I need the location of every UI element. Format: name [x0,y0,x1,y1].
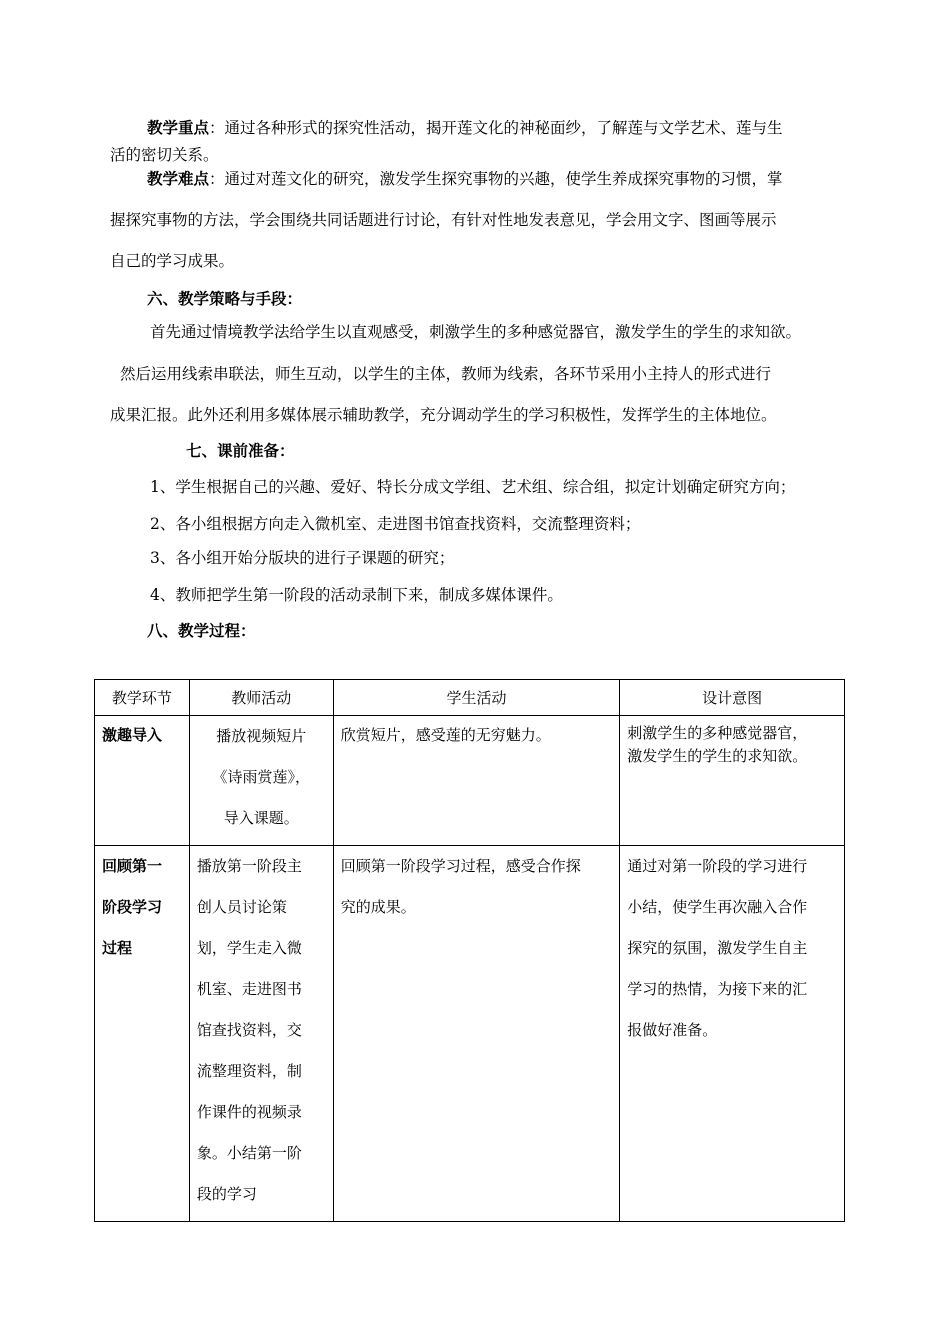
row2-student-line: 究的成果。 [340,898,416,916]
table-row [95,716,845,846]
row1-intent-line: 激发学生的学生的求知欲。 [627,747,808,765]
row1-stage: 激趣导入 [102,726,163,744]
row2-intent-line: 通过对第一阶段的学习进行 [627,857,808,875]
prep-item-3: 3、各小组开始分版块的进行子课题的研究； [150,549,455,567]
row2-stage-line: 阶段学习 [102,898,163,916]
row1-teacher-line: 导入课题。 [223,809,299,827]
focus-label: 教学重点 [147,118,210,137]
difficulty-line-3: 自己的学习成果。 [110,252,235,270]
focus-line-1 [147,118,783,138]
row2-teacher-line: 机室、走进图书 [196,980,302,998]
section8-heading: 八、教学过程： [147,621,256,640]
row1-teacher-cell [189,716,333,846]
row2-stage-line: 过程 [102,939,133,957]
row1-teacher-line: 播放视频短片 [216,727,307,745]
section6-line-1: 首先通过情境教学法给学生以直观感受，刺激学生的多种感觉器官，激发学生的学生的求知欲。 [150,323,802,341]
row1-intent-line: 刺激学生的多种感觉器官， [627,724,808,742]
row2-student [334,846,620,934]
row2-intent-cell [620,846,845,1222]
row2-stage-line: 回顾第一 [102,857,163,875]
row2-intent-line: 学习的热情，为接下来的汇 [627,980,808,998]
row2-teacher-line: 播放第一阶段主 [196,857,302,875]
row2-stage-cell [95,846,190,1222]
row2-teacher [190,846,333,1221]
prep-item-4: 4、教师把学生第一阶段的活动录制下来，制成多媒体课件。 [150,586,563,604]
row2-student-line: 回顾第一阶段学习过程，感受合作探 [340,857,581,875]
difficulty-line-2: 握探究事物的方法，学会围绕共同话题进行讨论，有针对性地发表意见，学会用文字、图画等展示 [110,211,777,229]
section6-line-2: 然后运用线索串联法，师生互动，以学生的主体，教师为线索，各环节采用小主持人的形式进行 [120,365,772,383]
row1-teacher-line: 《诗雨赏莲》， [212,768,311,786]
row2-teacher-line: 流整理资料，制 [196,1062,302,1080]
prep-item-2: 2、各小组根据方向走入微机室、走进图书馆查找资料，交流整理资料； [150,515,641,533]
header-intent: 设计意图 [620,680,845,716]
row2-stage [95,846,189,975]
focus-line-2: 活的密切关系。 [110,146,219,164]
row2-teacher-cell [189,846,333,1222]
prep-item-1: 1、学生根据自己的兴趣、爱好、特长分成文学组、艺术组、综合组，拟定计划确定研究方向； [150,478,796,496]
header-stage: 教学环节 [95,680,190,716]
row2-student-cell [333,846,620,1222]
header-student: 学生活动 [333,680,620,716]
row2-teacher-line: 馆查找资料，交 [196,1021,302,1039]
row1-intent-cell [620,716,845,846]
section6-line-3: 成果汇报。此外还利用多媒体展示辅助教学，充分调动学生的学习积极性，发挥学生的主体地位。 [110,406,777,424]
row2-teacher-line: 创人员讨论策 [196,898,287,916]
row2-teacher-line: 划，学生走入微 [196,939,302,957]
table-row [95,846,845,1222]
row1-student-cell [333,716,620,846]
row1-intent [620,716,844,774]
row1-student: 欣赏短片，感受莲的无穷魅力。 [340,726,551,744]
difficulty-label: 教学难点 [147,169,210,188]
row2-intent-line: 小结，使学生再次融入合作 [627,898,808,916]
row2-intent-line: 报做好准备。 [627,1021,718,1039]
difficulty-line-1 [147,169,783,189]
section6-heading: 六、教学策略与手段： [147,289,303,308]
row2-teacher-line: 作课件的视频录 [196,1103,302,1121]
row2-teacher-line: 象。小结第一阶 [196,1144,302,1162]
row1-teacher [190,716,333,845]
section7-heading: 七、课前准备： [186,441,295,460]
row2-intent [620,846,844,1057]
row1-stage-cell [95,716,190,846]
header-teacher: 教师活动 [189,680,333,716]
teaching-process-table [94,679,845,1222]
row2-intent-line: 探究的氛围，激发学生自主 [627,939,808,957]
row2-teacher-line: 段的学习 [196,1185,257,1203]
focus-text-1: ：通过各种形式的探究性活动，揭开莲文化的神秘面纱，了解莲与文学艺术、莲与生 [209,119,783,137]
difficulty-text-1: ：通过对莲文化的研究，激发学生探究事物的兴趣，使学生养成探究事物的习惯，掌 [209,170,783,188]
table-header-row [95,680,845,716]
